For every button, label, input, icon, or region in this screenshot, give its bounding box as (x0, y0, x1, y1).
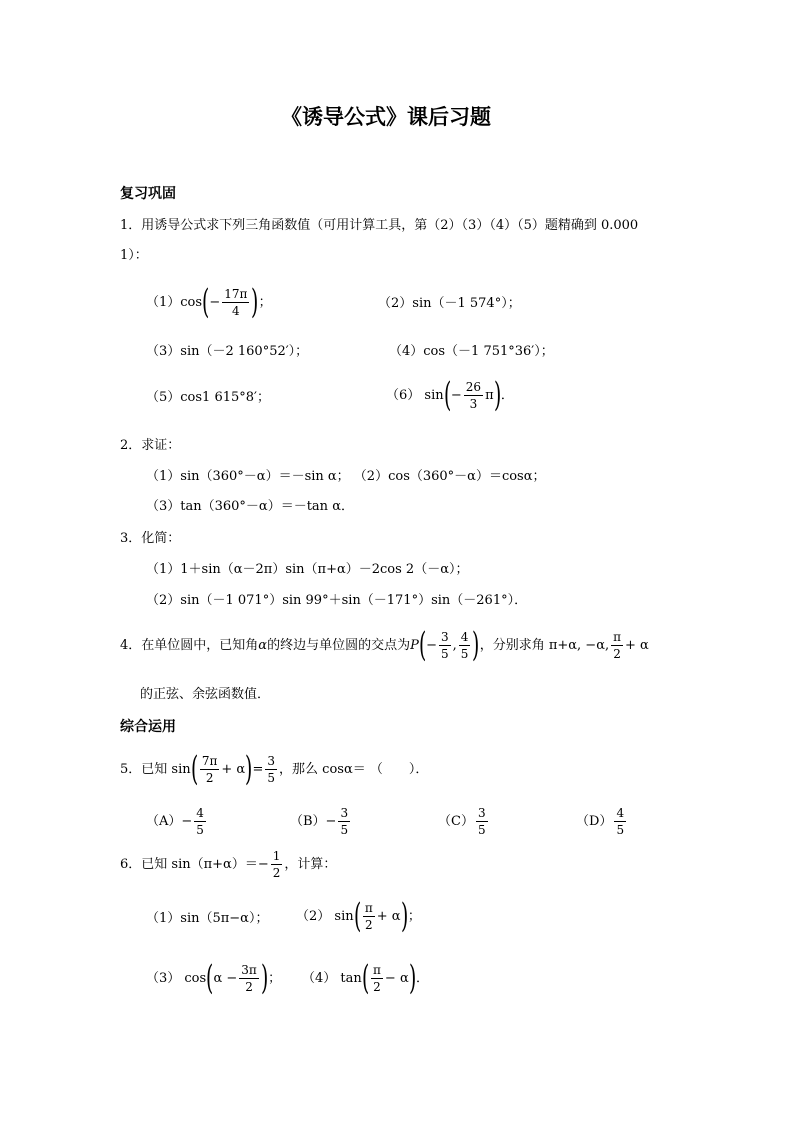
q5-option-a: （A）− $\frac{4}{5}$ (146, 806, 204, 837)
q2-stem: 2．求证： (120, 438, 181, 453)
left-paren: ( (206, 958, 214, 998)
fraction: $\frac{3\pi}{2}$ (241, 962, 257, 994)
right-paren: ) (493, 375, 501, 415)
left-paren: ( (418, 625, 427, 665)
q4-line1: 4．在单位圆中，已知角 α 的终边与单位圆的交点为 P ( − $\frac{3}{5}$ , $\frac{4}{5}$ ) ，分别求角 π+α, −α, $\frac{\pi}{2}$ + α (120, 625, 649, 665)
fraction: $\frac{17\pi}{4}$ (224, 286, 248, 318)
left-paren: ( (353, 896, 361, 936)
fraction: $\frac{26}{3}$ (465, 379, 482, 411)
right-paren: ) (400, 896, 408, 936)
q5-option-d: （D） $\frac{4}{5}$ (576, 806, 625, 837)
page-title: 《诱导公式》课后习题 (281, 104, 491, 129)
fraction: $\frac{3}{5}$ (441, 629, 449, 661)
right-paren: ) (260, 958, 269, 998)
q5-option-c: （C） $\frac{3}{5}$ (438, 806, 486, 837)
q1-part5: （5）cos1 615°8′； (146, 390, 270, 405)
section-heading-apply: 综合运用 (120, 719, 176, 735)
left-paren: ( (202, 282, 210, 322)
q3-line2: （2）sin（－1 071°）sin 99°＋sin（－171°）sin（－261°）． (146, 593, 528, 608)
minus-sign: − (209, 294, 221, 310)
q6-part4: （4） tan ( $\frac{\pi}{2}$ − α ) ． (302, 958, 430, 998)
fraction: $\frac{4}{5}$ (460, 629, 469, 661)
q3-stem: 3．化简： (120, 531, 181, 546)
q3-line1: （1）1＋sin（α－2π）sin（π+α）－2cos 2（－α）； (146, 562, 469, 577)
q1-stem-line1: 1．用诱导公式求下列三角函数值（可用计算工具，第（2）（3）（4）（5）题精确到 0.000 (120, 218, 639, 233)
fraction: $\frac{7\pi}{2}$ (201, 753, 218, 785)
q4-line2: 的正弦、余弦函数值． (140, 687, 271, 702)
q1-part6: （6） sin ( − $\frac{26}{3}$ π ) ． (386, 375, 514, 415)
right-paren: ) (251, 282, 259, 322)
right-paren: ) (472, 625, 480, 665)
q2-line2: （3）tan（360°－α）＝－tan α． (146, 499, 354, 514)
fraction: $\frac{\pi}{2}$ (364, 900, 373, 932)
q1-part4: （4）cos（－1 751°36′）； (389, 344, 554, 359)
section-heading-review: 复习巩固 (120, 186, 176, 202)
left-paren: ( (443, 375, 451, 415)
q6-part3: （3） cos ( α − $\frac{3\pi}{2}$ ) ； (146, 958, 282, 998)
left-paren: ( (190, 749, 198, 789)
right-paren: ) (408, 958, 417, 998)
q1-part1-label: （1）cos (146, 294, 203, 310)
q2-line1: （1）sin（360°－α）＝－sin α； （2）cos（360°－α）＝cosα； (146, 469, 546, 484)
fraction: $\frac{\pi}{2}$ (613, 629, 621, 661)
q5-option-b: （B）− $\frac{3}{5}$ (290, 806, 349, 837)
left-paren: ( (361, 958, 370, 998)
q6-stem: 6．已知 sin（π+α）＝− $\frac{1}{2}$ ，计算： (120, 849, 337, 880)
right-paren: ) (245, 749, 253, 789)
q6-part1: （1）sin（5π−α）； (146, 911, 269, 926)
fraction: $\frac{3}{5}$ (267, 753, 276, 785)
q5-stem: 5．已知 sin ( $\frac{7\pi}{2}$ + α ) = $\frac{3}{5}$ ，那么 cosα＝ （ ）． (120, 749, 429, 789)
fraction: $\frac{1}{2}$ (272, 849, 281, 880)
q1-stem-line2: 1）： (120, 248, 148, 263)
q1-part2: （2）sin（－1 574°）； (378, 296, 521, 311)
q1-part1: （1）cos ( − $\frac{17\pi}{4}$ ) ； (146, 282, 272, 322)
q6-part2: （2） sin ( $\frac{\pi}{2}$ + α ) ； (296, 896, 421, 936)
q1-part3: （3）sin（－2 160°52′）； (146, 344, 309, 359)
fraction: $\frac{\pi}{2}$ (373, 962, 381, 994)
